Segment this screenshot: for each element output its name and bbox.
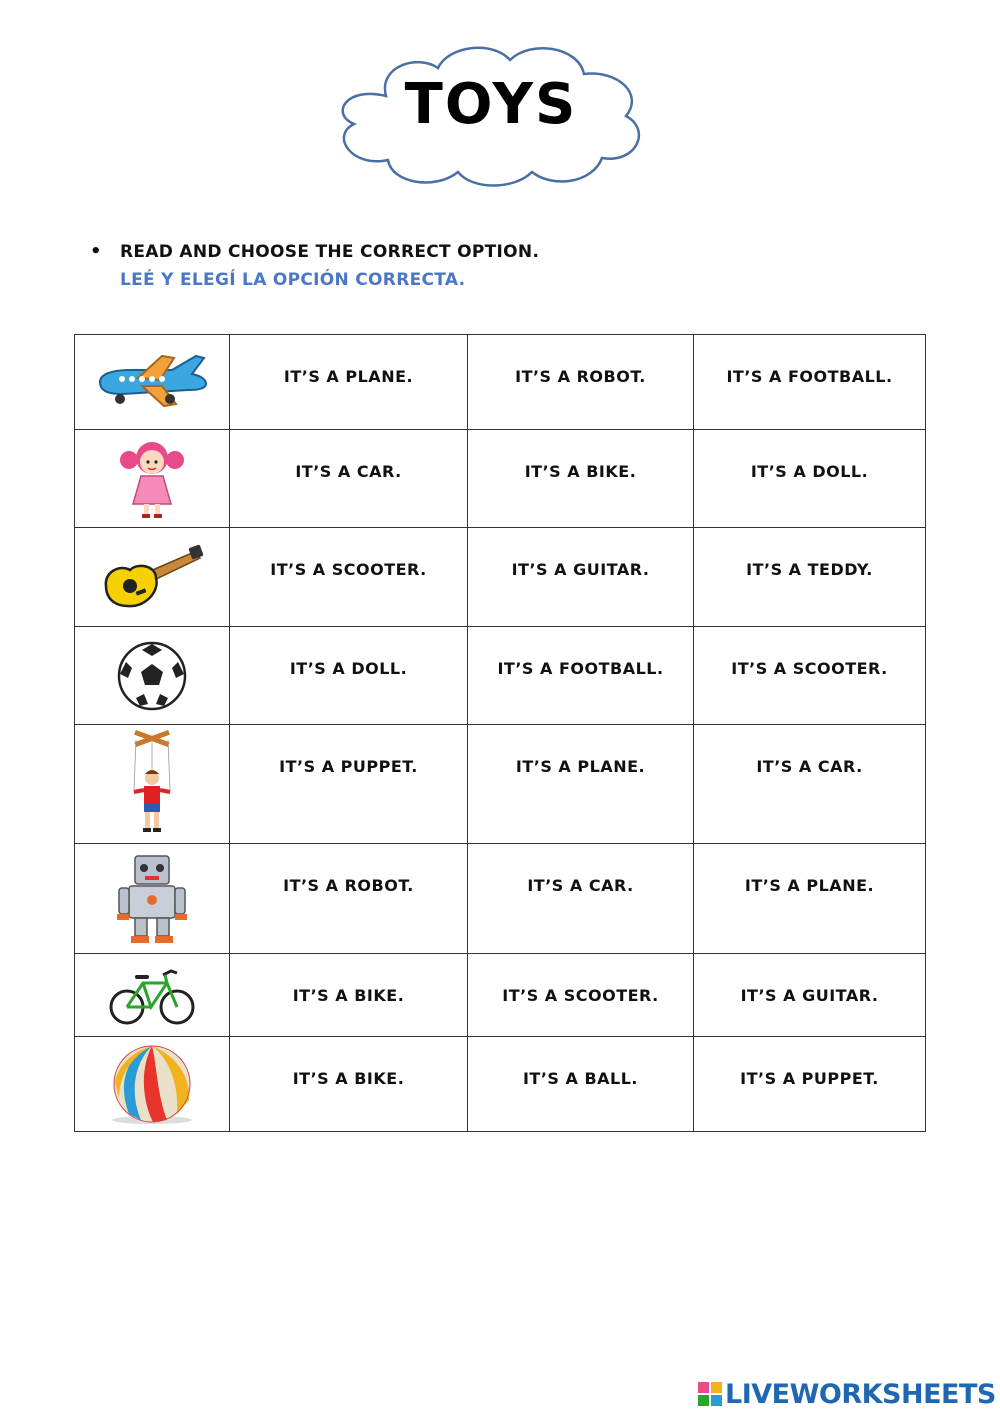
option-cell[interactable]: IT’S A DOLL. — [230, 627, 468, 725]
option-cell[interactable]: IT’S A SCOOTER. — [694, 627, 926, 725]
option-cell[interactable]: IT’S A BIKE. — [468, 430, 694, 528]
option-cell[interactable]: IT’S A CAR. — [694, 725, 926, 844]
option-cell[interactable]: IT’S A SCOOTER. — [230, 528, 468, 627]
table-row — [75, 430, 926, 528]
option-cell[interactable]: IT’S A DOLL. — [694, 430, 926, 528]
plane-icon — [92, 352, 212, 412]
option-cell[interactable]: IT’S A FOOTBALL. — [694, 335, 926, 430]
table-row — [75, 954, 926, 1037]
option-cell[interactable]: IT’S A CAR. — [468, 844, 694, 954]
instruction-spanish: LEÉ Y ELEGÍ LA OPCIÓN CORRECTA. — [120, 270, 466, 290]
option-cell[interactable]: IT’S A PLANE. — [468, 725, 694, 844]
puppet-icon — [122, 730, 182, 838]
option-cell[interactable]: IT’S A ROBOT. — [468, 335, 694, 430]
table-row — [75, 627, 926, 725]
table-row — [75, 335, 926, 430]
instructions — [92, 238, 539, 294]
robot-icon — [115, 852, 189, 946]
brand-name: LIVEWORKSHEETS — [725, 1378, 996, 1410]
table-row — [75, 1037, 926, 1132]
guitar-icon — [100, 542, 204, 612]
picture-cell — [75, 725, 230, 844]
picture-cell — [75, 954, 230, 1037]
option-cell[interactable]: IT’S A BIKE. — [230, 1037, 468, 1132]
option-cell[interactable]: IT’S A CAR. — [230, 430, 468, 528]
option-cell[interactable]: IT’S A PUPPET. — [230, 725, 468, 844]
liveworksheets-brand — [698, 1377, 996, 1411]
picture-cell — [75, 627, 230, 725]
instruction-english: • READ AND CHOOSE THE CORRECT OPTION. — [92, 238, 539, 266]
liveworksheets-logo-icon — [698, 1382, 722, 1406]
picture-cell — [75, 1037, 230, 1132]
ball-icon — [107, 1042, 197, 1126]
option-cell[interactable]: IT’S A BALL. — [468, 1037, 694, 1132]
table-row — [75, 844, 926, 954]
option-cell[interactable]: IT’S A GUITAR. — [694, 954, 926, 1037]
option-cell[interactable]: IT’S A PUPPET. — [694, 1037, 926, 1132]
picture-cell — [75, 335, 230, 430]
option-cell[interactable]: IT’S A ROBOT. — [230, 844, 468, 954]
page-title: TOYS — [404, 72, 578, 137]
option-cell[interactable]: IT’S A PLANE. — [230, 335, 468, 430]
option-cell[interactable]: IT’S A GUITAR. — [468, 528, 694, 627]
bike-icon — [107, 963, 197, 1027]
option-cell[interactable]: IT’S A PLANE. — [694, 844, 926, 954]
picture-cell — [75, 528, 230, 627]
picture-cell — [75, 430, 230, 528]
option-cell[interactable]: IT’S A SCOOTER. — [468, 954, 694, 1037]
table-row — [75, 528, 926, 627]
doll-icon — [117, 438, 187, 520]
table-row — [75, 725, 926, 844]
choice-table — [74, 334, 926, 1132]
football-icon — [116, 640, 188, 712]
option-cell[interactable]: IT’S A BIKE. — [230, 954, 468, 1037]
option-cell[interactable]: IT’S A TEDDY. — [694, 528, 926, 627]
option-cell[interactable]: IT’S A FOOTBALL. — [468, 627, 694, 725]
picture-cell — [75, 844, 230, 954]
